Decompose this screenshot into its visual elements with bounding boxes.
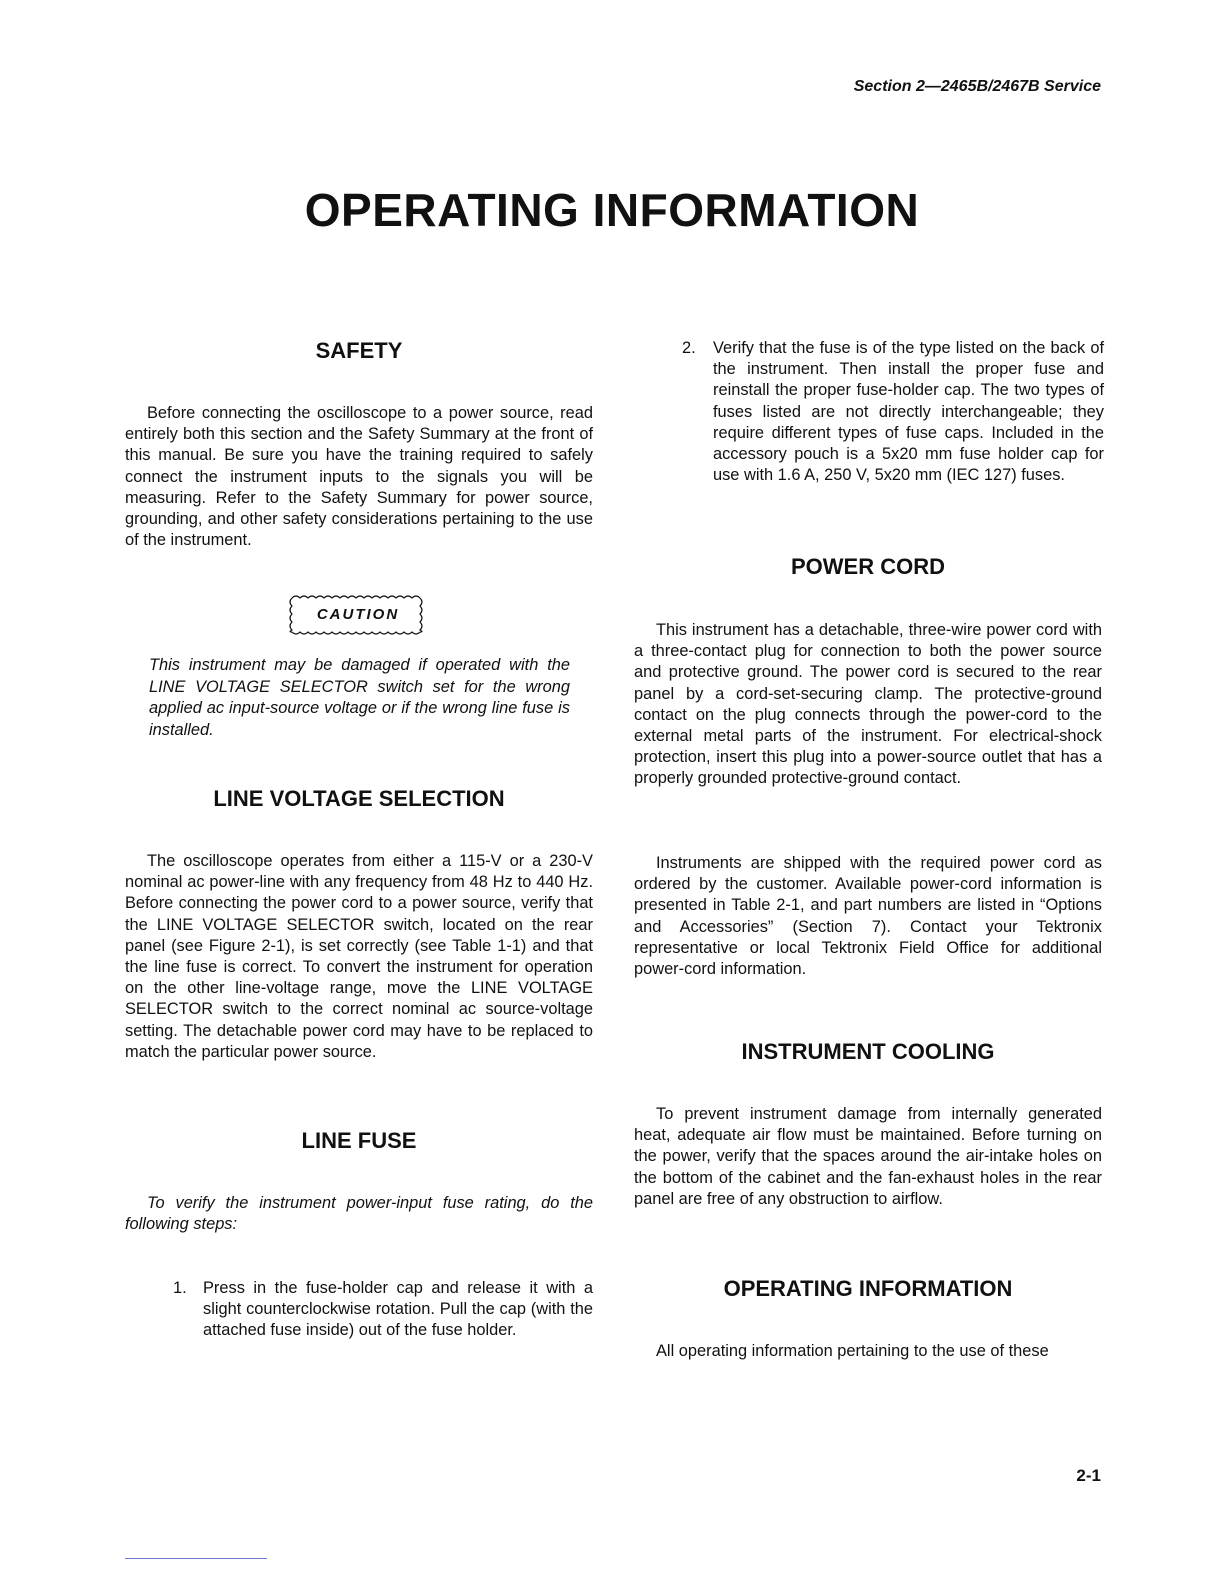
step-number: 2. (682, 339, 696, 357)
cooling-paragraph: To prevent instrument damage from internally generated heat, adequate air flow must be maintained. Before turning on the power, verify that the spaces around the air-intake holes on the bottom of the cabinet and the fan-exhaust holes in the rear panel are free of any obstruction to airflow. (634, 1105, 1102, 1208)
page-number: 2-1 (1076, 1466, 1101, 1485)
step-number: 1. (173, 1279, 187, 1297)
step-text: Press in the fuse-holder cap and release it with a slight counterclockwise rotation. Pull the cap (with the attached fuse inside) out of the fuse holder. (203, 1279, 593, 1340)
safety-paragraph: Before connecting the oscilloscope to a power source, read entirely both this section and the Safety Summary at the front of this manual. Be sure you have the training required to safely connect the instrument inputs to the signals you will be measuring. Refer to the Safety Summary for power source, grounding, and other safety considerations pertaining to the use of the instrument. (125, 404, 593, 550)
caution-box (288, 592, 428, 638)
line-fuse-heading: LINE FUSE (301, 1128, 417, 1153)
line-voltage-heading: LINE VOLTAGE SELECTION (213, 786, 505, 811)
page-title: OPERATING INFORMATION (304, 184, 920, 236)
line-fuse-intro: To verify the instrument power-input fuse rating, do the following steps: (125, 1194, 593, 1234)
power-cord-heading: POWER CORD (791, 554, 945, 579)
caution-text: This instrument may be damaged if operated with the LINE VOLTAGE SELECTOR switch set for the wrong applied ac input-source voltage or if the wrong line fuse is installed. (149, 656, 570, 739)
footer-rule (125, 1558, 267, 1559)
safety-heading: SAFETY (315, 338, 403, 363)
operating-paragraph: All operating information pertaining to the use of these (656, 1342, 1049, 1360)
step-text: Verify that the fuse is of the type listed on the back of the instrument. Then install the proper fuse and reinstall the proper fuse-holder cap. The two types of fuses listed are not directly interchangeable; they require different types of fuse caps. Included in the accessory pouch is a 5x20 mm fuse holder cap for use with 1.6 A, 250 V, 5x20 mm (IEC 127) fuses. (713, 339, 1104, 485)
caution-label: CAUTION (316, 606, 400, 623)
power-cord-paragraph-1: This instrument has a detachable, three-wire power cord with a three-contact plug for connection to both the power source and protective ground. The power cord is secured to the rear panel by a cord-set-securing clamp. The protective-ground contact on the plug connects through the power-cord to the external metal parts of the instrument. For electrical-shock protection, insert this plug into a power-source outlet that has a properly grounded protective-ground contact. (634, 621, 1102, 788)
power-cord-paragraph-2: Instruments are shipped with the required power cord as ordered by the customer. Available power-cord information is presented in Table 2-1, and part numbers are listed in “Options and Accessories” (Section 7). Contact your Tektronix representative or local Tektronix Field Office for additional power-cord information. (634, 854, 1102, 979)
line-voltage-paragraph: The oscilloscope operates from either a 115-V or a 230-V nominal ac power-line with any frequency from 48 Hz to 440 Hz. Before connecting the power cord to a power source, verify that the LINE VOLTAGE SELECTOR switch, located on the rear panel (see Figure 2-1), is set correctly (see Table 1-1) and that the line fuse is correct. To convert the instrument for operation on the other line-voltage range, move the LINE VOLTAGE SELECTOR switch to the correct nominal ac source-voltage setting. The detachable power cord may have to be replaced to match the particular power source. (125, 852, 593, 1061)
fuse-step-1 (173, 1278, 593, 1368)
section-header: Section 2—2465B/2467B Service (853, 78, 1101, 95)
operating-heading: OPERATING INFORMATION (723, 1276, 1013, 1301)
cooling-heading: INSTRUMENT COOLING (741, 1039, 995, 1064)
fuse-step-2 (682, 338, 1104, 518)
